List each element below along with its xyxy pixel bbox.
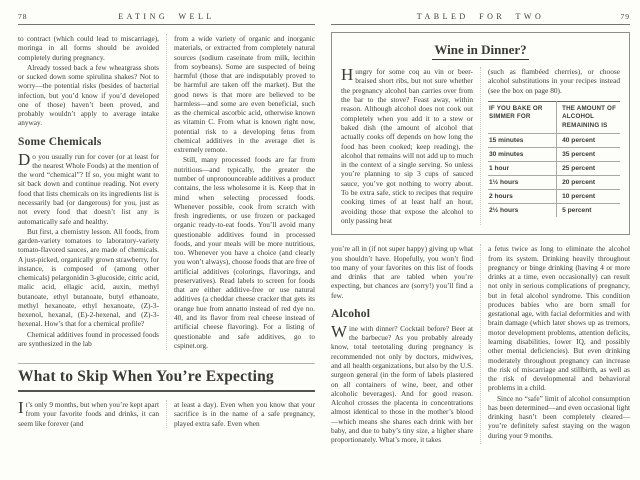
box-title	[341, 41, 620, 60]
table-cell: 1 hour	[488, 162, 557, 176]
table-row	[488, 162, 620, 176]
drop-cap: I	[18, 398, 24, 418]
table-cell: 15 minutes	[488, 134, 557, 148]
table-row	[488, 190, 620, 204]
table-cell: 20 percent	[557, 176, 620, 190]
bottom-column-2	[166, 400, 315, 428]
bottom-section	[18, 363, 315, 428]
paragraph-with-dropcap	[18, 149, 159, 226]
table-cell: 2 hours	[488, 190, 557, 204]
paragraph-with-dropcap	[18, 400, 159, 428]
left-page	[18, 12, 315, 428]
paragraph-text: ine with dinner? Cocktail before? Beer at the barbecue? As you probably already know, total teetotaling during pregnancy is recommended not only by doctors, midwives, and all health organizations, but also by the U.S. surgeon general (in the form of labels plastered on all containers of wine, beer, and other alcoholic beverages). And for good reason. Alcohol crosses the placenta in concentrations almost identical to those in the mother’s blood—which means she shares each drink with her baby, and due to baby’s tiny size, a higher share proportionately. What’s more, it takes	[331, 323, 473, 445]
table-header-cell: THE AMOUNT OF ALCOHOL REMAINING IS	[557, 101, 620, 133]
table-cell: 30 minutes	[488, 148, 557, 162]
paragraph-with-dropcap	[331, 321, 473, 445]
paragraph: Since no “safe” limit of alcohol consumption has been determined—and even occasional light drinking hasn’t been completely cleared—you’re definitely safest staying on the wagon during your 9 months.	[488, 393, 630, 440]
box-column-1	[341, 67, 480, 225]
right-page-columns	[331, 244, 630, 444]
paragraph: to contract (which could lead to miscarriage), moringa in all forms should be avoided completely during pregnancy.	[18, 34, 159, 62]
section-heading-what-to-skip: What to Skip When You’re Expecting	[18, 366, 315, 392]
running-head-title-left: EATING WELL	[118, 12, 215, 21]
table-row	[488, 148, 620, 162]
section-heading-alcohol: Alcohol	[331, 307, 371, 320]
table-row	[488, 204, 620, 218]
running-head-left	[18, 12, 315, 25]
box-column-2	[480, 67, 620, 225]
right-page	[331, 12, 630, 444]
left-page-columns	[18, 34, 315, 350]
paragraph-text: ungry for some coq au vin or beer-braised short ribs, but not sure whether the pregnancy alcohol ban carries over from the bar to the stove? Feast away, within reason. Although alcohol does not cook out completely when you add it to a stew or baked dish (the amount of alcohol that actually cooks off depends on how long the food has been cooked; keep reading), the alcohol that remains will not add up to much in the context of a single serving. So unless you’re planning to sip 3 cups of sauced sauce, you’ve got nothing to worry about. To be extra safe, stick to recipes that require cooking times of at least half an hour, avoiding those that expose the alcohol to only passing heat	[341, 67, 473, 225]
running-head-right	[331, 12, 630, 25]
left-page-column-2	[166, 34, 315, 350]
paragraph: Chemical additives found in processed foods are synthesized in the lab	[18, 329, 159, 348]
table-cell: 10 percent	[557, 190, 620, 204]
drop-cap: H	[341, 65, 354, 84]
right-page-column-1	[331, 244, 480, 444]
table-cell: 2½ hours	[488, 204, 557, 218]
paragraph: you’re all in (if not super happy) giving up what you shouldn’t have. Hopefully, you won’t find too many of your favorites on this list of foods and drinks that are tabled when you’re expecting, but chances are (sorry!) you’ll find a few.	[331, 244, 473, 300]
paragraph: Already tossed back a few wheatgrass shots or sucked down some spirulina shakes? Not to worry—the potential risks (besides of bacterial infection, but you’d know if you’d developed one of those) haven’t been proved, and probably wouldn’t apply to average intake anyway.	[18, 62, 159, 128]
table-cell: 1½ hours	[488, 176, 557, 190]
alcohol-retention-table	[488, 101, 620, 217]
drop-cap: D	[18, 149, 31, 169]
paragraph: from a wide variety of organic and inorganic materials, or extracted from completely natural sources (sodium caseinate from milk, lecithin from soybeans). Some are suspected of being harmful (those that are indisputably proved to be harmful are taken off the market). But the good news is that more are believed to be harmless—and some are even beneficial, such as the chemical ascorbic acid, otherwise known as vitamin C. From what is known right now, potential risk to a developing fetus from chemical additives in the average diet is extremely remote.	[174, 34, 315, 155]
running-head-title-right: TABLED FOR TWO	[416, 12, 545, 21]
table-cell: 35 percent	[557, 148, 620, 162]
paragraph-text: o you usually run for cover (or at least for the nearest Whole Foods) at the mention of the word “chemical”? If so, you might want to sit back down and continue reading. Not every food that lists chemicals on its ingredients list is necessarily bad (or dangerous) for you, just as not every food that doesn’t list any is automatically safe and healthy.	[18, 151, 159, 226]
wine-in-dinner-box	[331, 32, 630, 235]
paragraph: at least a day). Even when you know that your sacrifice is in the name of a safe pregnancy, played extra safe. Even when	[174, 400, 315, 428]
paragraph-with-dropcap	[341, 67, 473, 225]
right-page-column-2	[480, 244, 630, 444]
table-cell: 5 percent	[562, 207, 592, 215]
table-cell: 40 percent	[557, 134, 620, 148]
box-title-text: Wine in Dinner?	[432, 42, 528, 60]
table-row	[488, 176, 620, 190]
paragraph: (such as flambéed cherries), or choose alcohol substitutions in your recipes instead (see the box on page 80).	[488, 67, 620, 95]
bottom-section-columns	[18, 400, 315, 428]
table-row	[488, 134, 620, 148]
table-header-row	[488, 101, 620, 133]
box-columns	[341, 67, 620, 225]
page-number-left: 78	[18, 12, 28, 21]
paragraph: But first, a chemistry lesson. All foods, from garden-variety tomatoes to laboratory-variety tomato-flavored sauces, are made of chemicals. A just-picked, organically grown strawberry, for instance, is composed of (among other chemicals) pelargonidin 3-glucoside, citric acid, malic acid, ellagic acid, auxin, methyl butanoate, ethyl butanoate, butyl ethanoate, methyl hexanoate, ethyl hexanoate, (Z)-3-hexenol, hexanal, (E)-2-hexenal, and (Z)-3-hexenal. How’s that for a chemical profile?	[18, 226, 159, 329]
paragraph-text: t’s only 9 months, but when you’re kept apart from your favorite foods and drinks, it can seem like forever (and	[18, 400, 159, 428]
table-cell: 25 percent	[557, 162, 620, 176]
table-header-cell: IF YOU BAKE OR SIMMER FOR	[488, 101, 557, 133]
page-number-right: 79	[620, 12, 630, 21]
section-heading-some-chemicals: Some Chemicals	[18, 135, 102, 148]
drop-cap: W	[331, 321, 348, 341]
left-page-column-1	[18, 34, 166, 350]
bottom-column-1	[18, 400, 166, 428]
paragraph: a fetus twice as long to eliminate the alcohol from its system. Drinking heavily throughout pregnancy or binge drinking (having 4 or more drinks at a time, even occasionally) can result not only in serious complications of pregnancy, but in fetal alcohol syndrome. This condition produces babies who are born small for gestational age, with facial deformities and with brain damage (which later shows up as tremors, motor development problems, attention deficits, learning disabilities, lower IQ, and possibly other mental deficiencies). But even drinking moderately throughout pregnancy can increase the risk of miscarriage and stillbirth, as well as the risk of developmental and behavioral problems in a child.	[488, 244, 630, 393]
paragraph: Still, many processed foods are far from nutritious—and typically, the greater the number of unpronounceable additives a product contains, the less wholesome it is. Keep that in mind when selecting processed foods. Whenever possible, cook from scratch with fresh ingredients, or use frozen or packaged organic ready-to-eat foods. You’ll avoid many questionable additives found in processed foods, and your meals will be more nutritious, too. Whenever you have a choice (and clearly you won’t always), choose foods that are free of artificial additives (colorings, flavorings, and preservatives). Read labels to screen for foods that are either additive-free or use natural additives (a cheddar cheese cracker that gets its orange hue from annatto instead of red dye no. 40, and its flavor from real cheese instead of artificial cheese flavoring). For a listing of questionable and safe additives, go to cspinet.org.	[174, 155, 315, 350]
